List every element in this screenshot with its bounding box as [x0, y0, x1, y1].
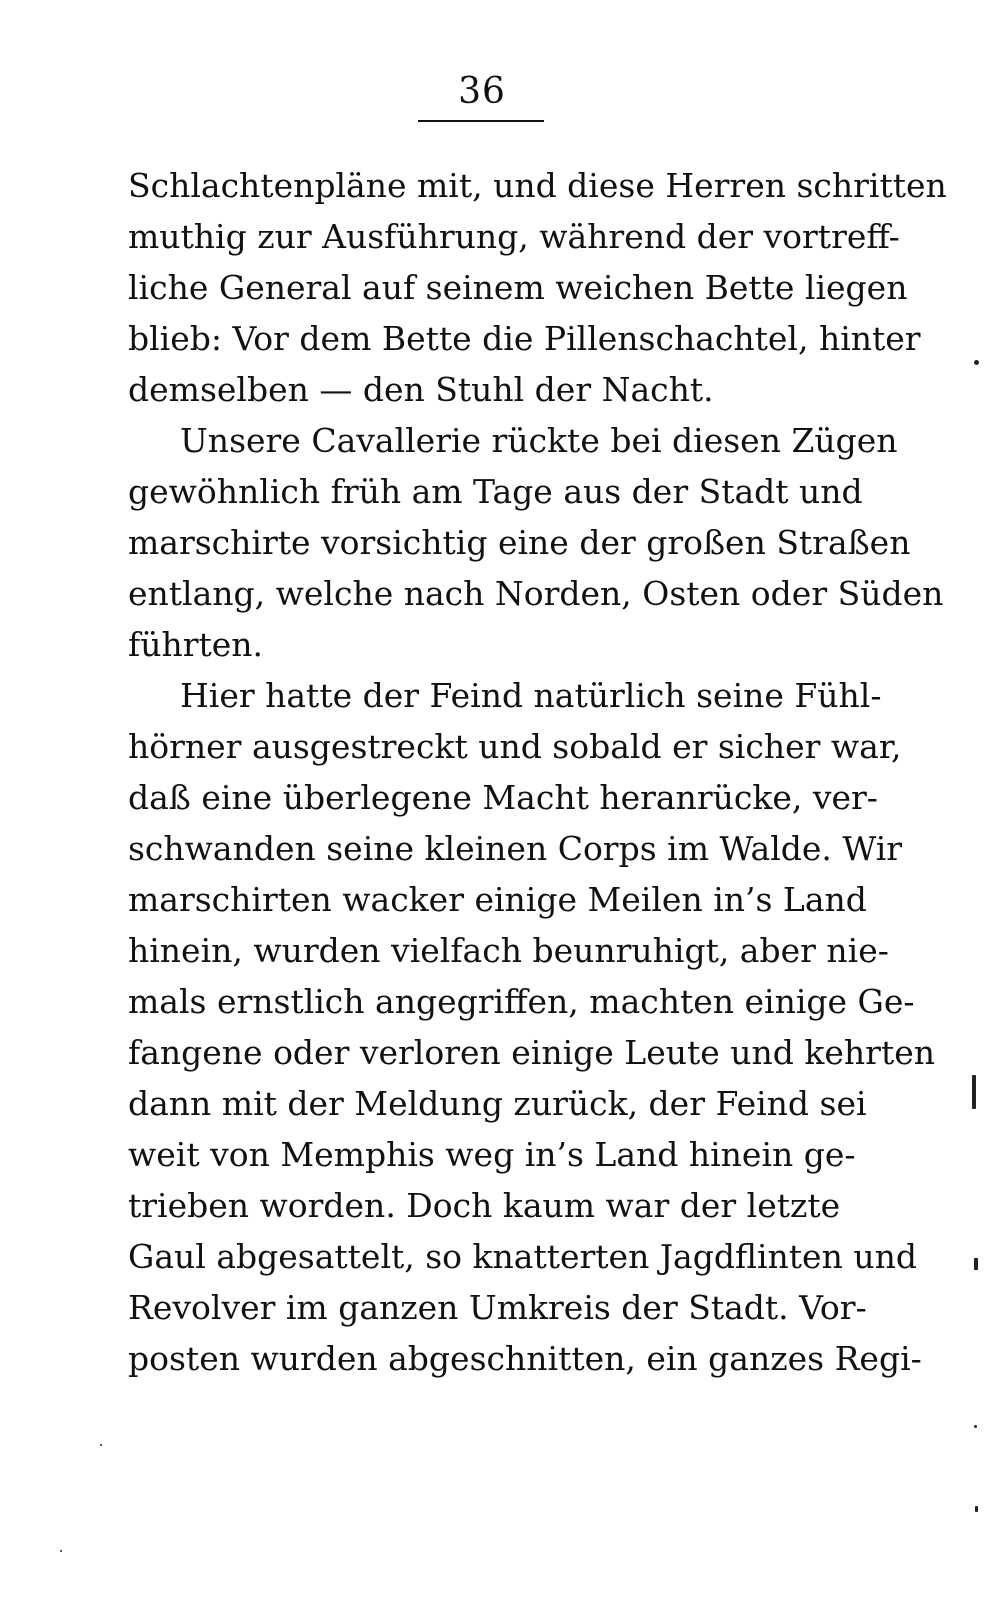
text-line: führten.	[128, 625, 264, 664]
paragraph	[128, 415, 944, 670]
text-line: muthig zur Ausführung, während der vortreff-	[128, 217, 900, 256]
text-line: posten wurden abgeschnitten, ein ganzes Regi-	[128, 1339, 922, 1378]
text-line: dann mit der Meldung zurück, der Feind sei	[128, 1084, 867, 1123]
text-line: hinein, wurden vielfach beunruhigt, aber nie-	[128, 931, 889, 970]
text-line: weit von Memphis weg in’s Land hinein ge-	[128, 1135, 856, 1174]
text-line: Gaul abgesattelt, so knatterten Jagdflinten und	[128, 1237, 917, 1276]
text-line: marschirten wacker einige Meilen in’s Land	[128, 880, 867, 919]
scan-speck	[974, 360, 979, 365]
scan-speck	[60, 1550, 62, 1552]
text-line: hörner ausgestreckt und sobald er sicher war,	[128, 727, 902, 766]
scan-speck	[974, 1425, 977, 1428]
text-line: marschirte vorsichtig eine der großen Straßen	[128, 523, 911, 562]
text-line: fangene oder verloren einige Leute und kehrten	[128, 1033, 936, 1072]
text-line: daß eine überlegene Macht heranrücke, ver-	[128, 778, 878, 817]
page-number-rule	[418, 120, 544, 122]
text-line: liche General auf seinem weichen Bette liegen	[128, 268, 908, 307]
body-text	[128, 160, 947, 1384]
paragraph	[128, 670, 936, 1384]
text-line: entlang, welche nach Norden, Osten oder Süden	[128, 574, 944, 613]
text-line: Hier hatte der Feind natürlich seine Fühl-	[180, 676, 882, 715]
text-line: mals ernstlich angegriffen, machten einige Ge-	[128, 982, 915, 1021]
page-number: 36	[458, 71, 506, 112]
scan-speck	[974, 1258, 978, 1270]
text-line: trieben worden. Doch kaum war der letzte	[128, 1186, 841, 1225]
text-line: blieb: Vor dem Bette die Pillenschachtel, hinter	[128, 319, 921, 358]
text-line: Revolver im ganzen Umkreis der Stadt. Vor-	[128, 1288, 867, 1327]
text-line: gewöhnlich früh am Tage aus der Stadt und	[128, 472, 863, 511]
scan-speck	[100, 1444, 102, 1446]
scan-speck	[975, 1506, 978, 1512]
text-line: Unsere Cavallerie rückte bei diesen Zügen	[180, 421, 898, 460]
text-line: demselben — den Stuhl der Nacht.	[128, 370, 714, 409]
paragraph	[128, 160, 947, 415]
text-line: schwanden seine kleinen Corps im Walde. Wir	[128, 829, 903, 868]
text-line: Schlachtenpläne mit, und diese Herren schritten	[128, 166, 947, 205]
scan-speck	[972, 1075, 976, 1109]
